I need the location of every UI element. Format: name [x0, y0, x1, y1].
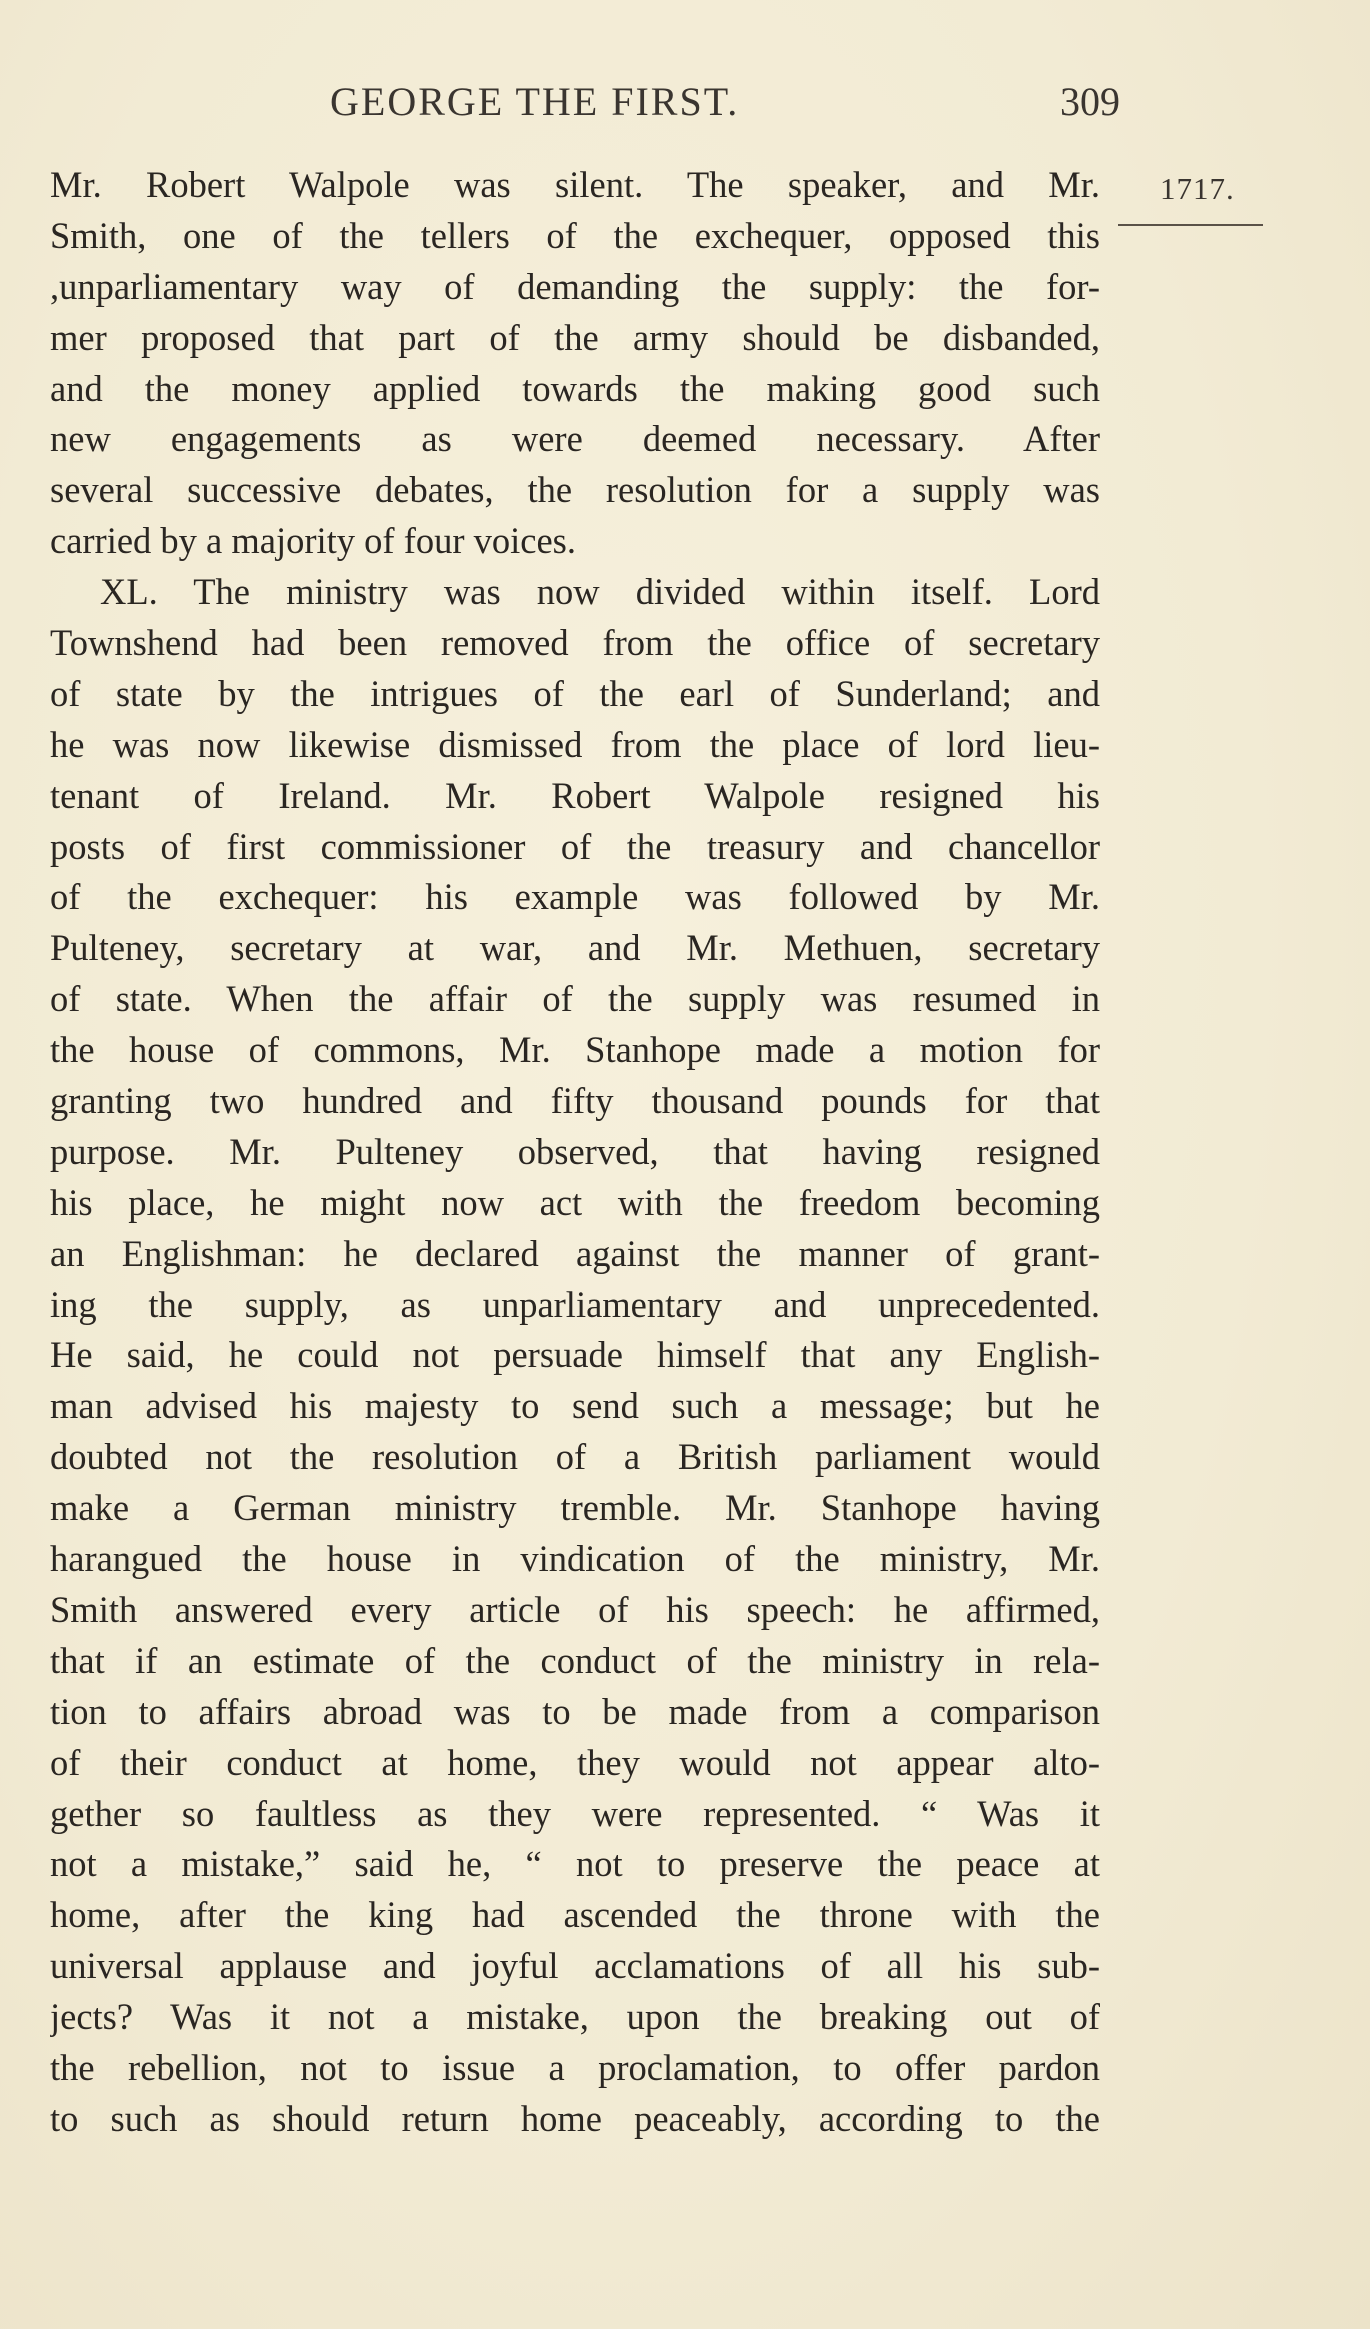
text-line: new engagements as were deemed necessary. After	[50, 418, 1100, 460]
page-number: 309	[1060, 79, 1120, 124]
text-line: he was now likewise dismissed from the place of lord lieu-	[50, 723, 1100, 765]
margin-rule	[1118, 224, 1263, 226]
text-line: of state. When the affair of the supply was resumed in	[50, 978, 1100, 1020]
text-line: He said, he could not persuade himself that any English-	[50, 1334, 1100, 1376]
page-header	[50, 78, 1120, 138]
text-line: jects? Was it not a mistake, upon the breaking out of	[50, 1996, 1100, 2038]
text-line: gether so faultless as they were represented. “ Was it	[50, 1792, 1100, 1834]
text-line: tion to affairs abroad was to be made from a comparison	[50, 1690, 1100, 1732]
text-line: doubted not the resolution of a British parliament would	[50, 1436, 1100, 1478]
text-line: ing the supply, as unparliamentary and unprecedented.	[50, 1283, 1100, 1325]
text-line: granting two hundred and fifty thousand pounds for that	[50, 1080, 1100, 1122]
text-line: mer proposed that part of the army should be disbanded,	[50, 316, 1100, 358]
text-line: the house of commons, Mr. Stanhope made a motion for	[50, 1029, 1100, 1071]
text-line: of state by the intrigues of the earl of Sunderland; and	[50, 672, 1100, 714]
text-line: an Englishman: he declared against the manner of grant-	[50, 1232, 1100, 1274]
text-line: Smith, one of the tellers of the exchequer, opposed this	[50, 214, 1100, 256]
text-line: universal applause and joyful acclamations of all his sub-	[50, 1945, 1100, 1987]
margin-year-note: 1717.	[1160, 171, 1235, 206]
text-line: not a mistake,” said he, “ not to preserve the peace at	[50, 1843, 1100, 1885]
section-start-line: XL. The ministry was now divided within itself. Lord	[100, 571, 1100, 613]
text-line: make a German ministry tremble. Mr. Stanhope having	[50, 1487, 1100, 1529]
text-line: of their conduct at home, they would not appear alto-	[50, 1741, 1100, 1783]
text-line: tenant of Ireland. Mr. Robert Walpole resigned his	[50, 774, 1100, 816]
running-head: GEORGE THE FIRST.	[330, 79, 740, 124]
text-line: Pulteney, secretary at war, and Mr. Methuen, secretary	[50, 927, 1100, 969]
text-line: posts of first commissioner of the treasury and chancellor	[50, 825, 1100, 867]
text-line: several successive debates, the resolution for a supply was	[50, 469, 1100, 511]
text-line: carried by a majority of four voices.	[50, 520, 577, 562]
text-line: Townshend had been removed from the office of secretary	[50, 622, 1100, 664]
text-line: the rebellion, not to issue a proclamation, to offer pardon	[50, 2046, 1100, 2088]
text-line: ,unparliamentary way of demanding the supply: the for-	[50, 265, 1100, 307]
text-line: harangued the house in vindication of the ministry, Mr.	[50, 1538, 1100, 1580]
text-line: home, after the king had ascended the throne with the	[50, 1894, 1100, 1936]
text-line: Smith answered every article of his speech: he affirmed,	[50, 1588, 1100, 1630]
text-line: purpose. Mr. Pulteney observed, that having resigned	[50, 1130, 1100, 1172]
text-line: that if an estimate of the conduct of the ministry in rela-	[50, 1639, 1100, 1681]
text-line: man advised his majesty to send such a message; but he	[50, 1385, 1100, 1427]
text-line: his place, he might now act with the freedom becoming	[50, 1181, 1100, 1223]
text-line: to such as should return home peaceably, according to the	[50, 2097, 1100, 2139]
text-line: Mr. Robert Walpole was silent. The speaker, and Mr.	[50, 164, 1100, 205]
body-text	[50, 160, 1100, 2145]
text-line: and the money applied towards the making good such	[50, 367, 1100, 409]
text-line: of the exchequer: his example was followed by Mr.	[50, 876, 1100, 918]
